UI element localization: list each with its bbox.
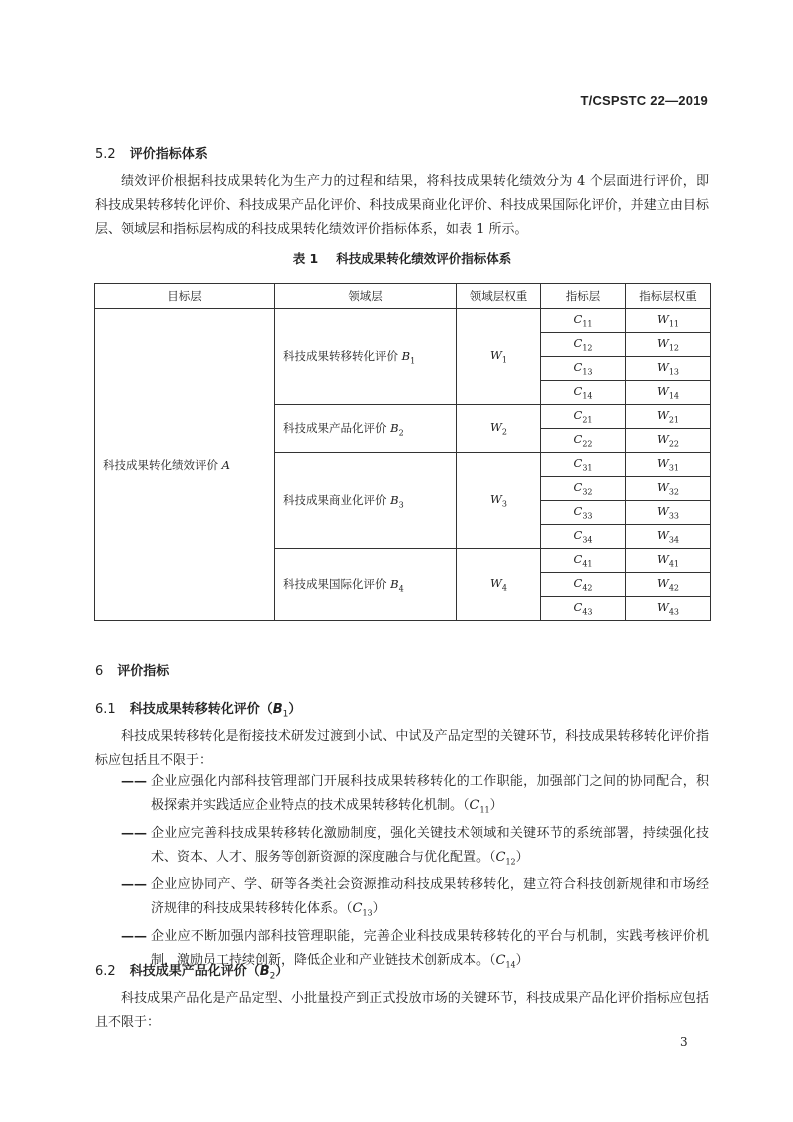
indicator-weight-subscript: 21	[668, 415, 679, 425]
section-6-1-heading: 6.1 科技成果转移转化评价$(B_1)$	[95, 702, 302, 720]
indicator-weight-symbol: W	[656, 336, 669, 351]
indicator-weight-cell	[626, 549, 711, 573]
indicator-weight-symbol: W	[656, 600, 669, 615]
indicator-cell	[541, 309, 626, 333]
indicator-weight-subscript: 34	[668, 535, 679, 545]
bullet-text: 企业应强化内部科技管理部门开展科技成果转移转化的工作职能，加强部门之间的协同配合，积极探索并实践适应企业特点的技术成果转移转化机制。（	[151, 774, 709, 813]
section-6-2-paragraph: 科技成果产品化是产品定型、小批量投产到正式投放市场的关键环节，科技成果产品化评价指标应包括且不限于：	[95, 991, 709, 1030]
domain-weight-subscript: 3	[501, 499, 507, 509]
section-title: 科技成果产品化评价（	[129, 964, 260, 979]
domain-weight-cell	[457, 549, 541, 621]
domain-weight-symbol: W	[490, 576, 502, 591]
section-title: 评价指标	[117, 664, 170, 679]
indicator-cell	[541, 405, 626, 429]
section-number: 6	[95, 664, 104, 679]
indicator-subscript: 42	[582, 583, 593, 593]
domain-weight-cell	[457, 453, 541, 549]
bullet-ref-subscript: 12	[505, 857, 516, 867]
indicator-weight-subscript: 31	[668, 463, 679, 473]
indicator-symbol: C	[573, 600, 583, 615]
domain-symbol: B	[401, 348, 411, 363]
indicator-symbol: C	[573, 576, 583, 591]
bullet-ref-subscript: 11	[479, 805, 490, 815]
bullet-item	[121, 822, 709, 875]
section-title: 评价指标体系	[129, 147, 208, 162]
bullet-ref-subscript: 14	[505, 960, 516, 970]
indicator-weight-cell	[626, 597, 711, 621]
bullet-ref-close: ）	[515, 952, 529, 968]
section-6-1-paragraph: 科技成果转移转化是衔接技术研发过渡到小试、中试及产品定型的关键环节，科技成果转移转化评价指标应包括且不限于：	[95, 729, 709, 768]
indicator-cell	[541, 429, 626, 453]
dash-marker: ——	[121, 877, 147, 893]
indicator-cell	[541, 525, 626, 549]
section-5-2-paragraph: 绩效评价根据科技成果转化为生产力的过程和结果，将科技成果转化绩效分为 4 个层面进行评价，即科技成果转移转化评价、科技成果产品化评价、科技成果商业化评价、科技成果国际化评价，并建立由目标层、领域层和指标层构成的科技成果转化绩效评价指标体系，如表 1 所示。	[95, 174, 709, 237]
domain-layer-cell	[275, 549, 457, 621]
indicator-subscript: 43	[582, 607, 593, 617]
domain-symbol: B	[390, 576, 399, 591]
indicator-weight-subscript: 41	[668, 559, 679, 569]
indicator-weight-cell	[626, 501, 711, 525]
indicator-subscript: 14	[582, 391, 593, 401]
bullet-ref-symbol: C	[495, 952, 506, 968]
indicator-weight-subscript: 14	[668, 391, 679, 401]
indicator-subscript: 31	[582, 463, 593, 473]
bullet-ref-subscript: 13	[362, 908, 373, 918]
indicator-cell	[541, 597, 626, 621]
indicator-weight-subscript: 43	[668, 607, 679, 617]
section-6-heading	[95, 660, 169, 679]
indicator-weight-symbol: W	[656, 456, 669, 471]
dash-marker: ——	[121, 825, 147, 841]
indicator-cell	[541, 573, 626, 597]
indicator-cell	[541, 477, 626, 501]
bullet-ref-close: ）	[515, 849, 529, 865]
indicator-weight-cell	[626, 477, 711, 501]
indicator-weight-subscript: 33	[668, 511, 679, 521]
domain-weight-subscript: 4	[501, 583, 507, 593]
table-header-cell: 领域层权重	[457, 284, 541, 309]
indicator-symbol: C	[573, 408, 583, 423]
indicator-weight-subscript: 42	[668, 583, 679, 593]
section-6-2-heading: 6.2 科技成果产品化评价$(B_2)$	[95, 964, 289, 982]
indicator-weight-cell	[626, 573, 711, 597]
indicator-weight-cell	[626, 525, 711, 549]
indicator-symbol: C	[573, 360, 583, 375]
indicator-weight-symbol: W	[656, 432, 669, 447]
indicator-weight-cell	[626, 381, 711, 405]
indicator-weight-subscript: 32	[668, 487, 679, 497]
indicator-weight-symbol: W	[656, 576, 669, 591]
indicator-subscript: 34	[582, 535, 593, 545]
indicator-symbol: C	[573, 432, 583, 447]
indicator-subscript: 11	[582, 319, 593, 329]
bullet-ref-symbol: C	[352, 901, 363, 917]
target-layer-cell	[95, 309, 275, 621]
bullet-ref-close: ）	[372, 901, 386, 917]
bullet-item	[121, 770, 709, 823]
table-title: 科技成果转化绩效评价指标体系	[336, 251, 512, 266]
indicator-subscript: 12	[582, 343, 593, 353]
table-label: 表 1	[292, 251, 319, 266]
indicator-weight-symbol: W	[656, 552, 669, 567]
indicator-symbol: C	[573, 528, 583, 543]
indicator-cell	[541, 501, 626, 525]
indicator-weight-subscript: 11	[668, 319, 679, 329]
indicator-weight-symbol: W	[656, 504, 669, 519]
indicator-subscript: 41	[582, 559, 593, 569]
section-number: 5.2	[95, 147, 116, 162]
document-code: T/CSPSTC 22—2019	[580, 93, 708, 108]
indicator-weight-cell	[626, 453, 711, 477]
section-number: 6.1	[95, 702, 116, 717]
bullet-text: 企业应协同产、学、研等各类社会资源推动科技成果转移转化，建立符合科技创新规律和市场经济规律的科技成果转移转化体系。（	[151, 877, 709, 917]
table-header-cell: 目标层	[95, 284, 275, 309]
bullet-text: 企业应完善科技成果转移转化激励制度，强化关键技术领域和关键环节的系统部署，持续强化技术、资本、人才、服务等创新资源的深度融合与优化配置。（	[151, 825, 709, 865]
indicator-symbol: C	[573, 312, 583, 327]
bullet-ref-symbol: C	[495, 849, 506, 865]
indicator-weight-cell	[626, 333, 711, 357]
table-header-cell: 领域层	[275, 284, 457, 309]
indicator-symbol: C	[573, 336, 583, 351]
domain-text: 科技成果国际化评价	[283, 576, 387, 591]
table-header-row	[95, 284, 711, 309]
domain-weight-subscript: 1	[501, 355, 507, 365]
indicator-subscript: 21	[582, 415, 593, 425]
indicator-weight-subscript: 12	[668, 343, 679, 353]
indicator-cell	[541, 357, 626, 381]
domain-weight-symbol: W	[490, 492, 502, 507]
domain-text: 科技成果转移转化评价	[283, 348, 398, 363]
target-layer-symbol: A	[221, 457, 230, 472]
indicator-weight-cell	[626, 357, 711, 381]
domain-layer-cell	[275, 453, 457, 549]
domain-weight-cell	[457, 405, 541, 453]
domain-weight-symbol: W	[490, 348, 502, 363]
section-number: 6.2	[95, 964, 116, 979]
indicator-weight-symbol: W	[656, 384, 669, 399]
indicator-table	[94, 283, 711, 621]
bullet-ref-close: ）	[489, 798, 503, 813]
indicator-weight-subscript: 13	[668, 367, 679, 377]
indicator-weight-symbol: W	[656, 408, 669, 423]
domain-weight-symbol: W	[490, 420, 502, 435]
indicator-subscript: 22	[582, 439, 593, 449]
indicator-weight-symbol: W	[656, 360, 669, 375]
indicator-symbol: C	[573, 552, 583, 567]
table-row	[95, 309, 711, 333]
section-5-2-heading	[95, 143, 208, 162]
dash-marker: ——	[121, 774, 147, 789]
indicator-subscript: 33	[582, 511, 593, 521]
target-layer-text: 科技成果转化绩效评价	[103, 457, 218, 472]
table-header-cell: 指标层	[541, 284, 626, 309]
page-number: 3	[680, 1035, 688, 1049]
bullet-ref-symbol: C	[469, 798, 480, 813]
domain-weight-subscript: 2	[501, 427, 507, 437]
indicator-symbol: C	[573, 456, 583, 471]
indicator-weight-cell	[626, 405, 711, 429]
dash-marker: ——	[121, 928, 147, 944]
indicator-symbol: C	[573, 504, 583, 519]
domain-layer-cell	[275, 309, 457, 405]
indicator-cell	[541, 549, 626, 573]
domain-weight-cell	[457, 309, 541, 405]
table-header-cell: 指标层权重	[626, 284, 711, 309]
indicator-symbol: C	[573, 384, 583, 399]
domain-subscript: 4	[398, 584, 404, 594]
bullet-item	[121, 873, 709, 926]
indicator-weight-symbol: W	[656, 312, 669, 327]
domain-symbol: B	[390, 492, 399, 507]
indicator-subscript: 32	[582, 487, 593, 497]
section-6-1-bullet-list	[121, 770, 709, 976]
indicator-weight-subscript: 22	[668, 439, 679, 449]
indicator-cell	[541, 381, 626, 405]
domain-symbol: B	[390, 420, 399, 435]
table-caption	[95, 249, 709, 267]
bullet-text: 企业应不断加强内部科技管理职能，完善企业科技成果转移转化的平台与机制，实践考核评价机制，激励员工持续创新，降低企业和产业链技术创新成本。（	[151, 928, 709, 968]
indicator-weight-cell	[626, 429, 711, 453]
indicator-weight-symbol: W	[656, 528, 669, 543]
domain-subscript: 1	[410, 356, 416, 366]
indicator-cell	[541, 333, 626, 357]
domain-subscript: 3	[398, 500, 404, 510]
indicator-subscript: 13	[582, 367, 593, 377]
domain-text: 科技成果商业化评价	[283, 492, 387, 507]
indicator-cell	[541, 453, 626, 477]
indicator-weight-cell	[626, 309, 711, 333]
section-title: 科技成果转移转化评价（	[129, 702, 273, 717]
domain-layer-cell	[275, 405, 457, 453]
indicator-weight-symbol: W	[656, 480, 669, 495]
indicator-symbol: C	[573, 480, 583, 495]
domain-text: 科技成果产品化评价	[283, 420, 387, 435]
domain-subscript: 2	[398, 428, 404, 438]
